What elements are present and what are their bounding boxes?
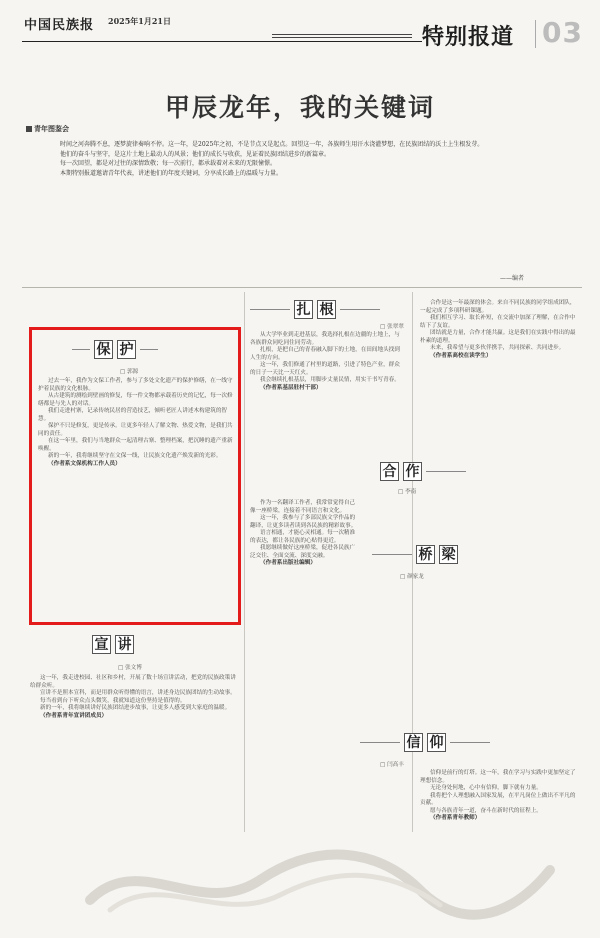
keyword-root [250, 300, 380, 319]
body-paragraph: 扎根，是把自己的青春融入脚下的土地，在田间地头找到人生的方向。 [250, 347, 400, 361]
author-note: （作者系文保机构工作人员） [48, 460, 121, 467]
body-paragraph: 新的一年，我将继续讲好民族团结进步故事，让更多人感受到大家庭的温暖。 [40, 705, 231, 711]
section-author: □ 张文博 [118, 665, 142, 671]
keyword-char: 保 [94, 340, 113, 359]
section-author: □ 颜家龙 [400, 574, 424, 580]
keyword-cooperate [380, 462, 466, 481]
body-paragraph: 这一年，我走进校园、社区和乡村，开展了数十场宣讲活动，把党的民族政策讲给群众听。 [30, 675, 236, 689]
section-body-preach [30, 675, 240, 720]
page-number: 03 [542, 16, 583, 49]
keyword-rule [340, 309, 380, 310]
body-paragraph: 在这一年里，我们与当地群众一起清理古寨、整理档案，把沉睡的遗产重新唤醒。 [38, 438, 233, 452]
byline [26, 124, 69, 134]
keyword-rule [250, 309, 290, 310]
keyword-rule [372, 554, 412, 555]
intro-paragraph: 本期特别报道邀请青年代表，讲述他们的年度关键词，分享成长路上的温暖与力量。 [60, 169, 283, 177]
keyword-char: 护 [117, 340, 136, 359]
masthead-separator [535, 20, 536, 48]
keyword-char: 作 [403, 462, 422, 481]
keyword-char: 讲 [115, 635, 134, 654]
section-author: □ 闫高丰 [380, 762, 404, 768]
keyword-char: 根 [317, 300, 336, 319]
keyword-char: 合 [380, 462, 399, 481]
body-paragraph: 语言相通，才能心灵相通。每一次精准的表达，都让各民族的心贴得更近。 [250, 530, 356, 544]
body-paragraph: 每当看到台下听众点头微笑，我就知道这份坚持是值得的。 [40, 697, 186, 704]
keyword-char: 信 [404, 733, 423, 752]
body-paragraph: 从古建筑的测绘到壁画的修复，每一件文物都承载着历史的记忆，每一次修缮都是与先人的对话。 [38, 393, 233, 407]
byline-mark-icon [26, 126, 32, 132]
keyword-char: 扎 [294, 300, 313, 319]
section-body-root [250, 332, 405, 392]
body-paragraph: 我们相互学习、取长补短，在交流中加深了理解，在合作中结下了友谊。 [420, 315, 576, 329]
section-body-faith [420, 770, 580, 823]
body-paragraph: 保护不只是修复，更是传承。让更多年轻人了解文物、热爱文物，是我们共同的责任。 [38, 423, 233, 437]
intro-paragraph: 每一次回望，都是对过往的深情致敬；每一次前行，都承载着对未来的无限憧憬。 [60, 160, 277, 167]
paper-date: 2025年1月21日 [108, 16, 171, 26]
page-headline: 甲辰龙年，我的关键词 [164, 93, 435, 122]
body-paragraph: 从大学毕业到走进基层，我选择扎根在边疆的土地上，与各族群众同吃同住同劳动。 [250, 332, 400, 346]
body-paragraph: 无论身处何地，心中有信仰，脚下就有力量。 [430, 785, 542, 791]
body-paragraph: 作为一名翻译工作者，我常常觉得自己像一座桥梁，连接着不同语言和文化。 [250, 500, 356, 514]
author-note: （作者系出版社编辑） [260, 560, 316, 566]
body-paragraph: 过去一年，我作为文保工作者，参与了多处文化遗产的保护修缮，在一线守护着民族的文化根脉。 [38, 378, 233, 392]
masthead-ornament [272, 34, 412, 48]
section-author: □ 李南 [398, 489, 417, 495]
keyword-rule [450, 742, 490, 743]
body-paragraph: 未来，我希望与更多伙伴携手，共同探索、共同进步。 [430, 345, 565, 351]
keyword-bridge [372, 545, 458, 564]
keyword-char: 梁 [439, 545, 458, 564]
body-paragraph: 这一年，我们修通了村里的道路，引进了特色产业，群众的日子一天比一天红火。 [250, 362, 400, 376]
body-paragraph: 信仰是前行的灯塔。这一年，我在学习与实践中更加坚定了理想信念。 [420, 770, 576, 784]
editor-sign: ——编者 [500, 275, 525, 282]
author-note: （作者系青年宣讲团成员） [40, 712, 108, 719]
section-author: □ 张翠翠 [380, 324, 404, 330]
column-rule [244, 292, 245, 832]
masthead [22, 8, 582, 52]
section-body-bridge [250, 500, 360, 568]
keyword-rule [426, 471, 466, 472]
author-note: （作者系高校在读学生） [430, 352, 492, 359]
paper-name: 中国民族报 [24, 18, 95, 33]
section-body-cooperate [420, 300, 580, 360]
author-note: （作者系青年教师） [430, 815, 481, 821]
body-paragraph: 合作是这一年最深的体会。来自不同民族的同学组成团队，一起完成了多项科研课题。 [420, 300, 576, 314]
intro-paragraph: 他们的奋斗与坚守，是这片土地上最动人的风景；他们的成长与收获，见证着民族团结进步的新篇章。 [60, 150, 331, 158]
body-paragraph: 团结就是力量，合作才能共赢。这是我们在实践中得出的最朴素的道理。 [420, 330, 576, 344]
keyword-char: 桥 [416, 545, 435, 564]
intro-text [48, 140, 553, 178]
keyword-faith [360, 733, 490, 752]
body-paragraph: 我会继续扎根基层，用脚步丈量民情，用实干书写青春。 [260, 377, 400, 383]
dragon-watermark-icon [80, 830, 560, 930]
keyword-char: 仰 [427, 733, 446, 752]
keyword-rule [360, 742, 400, 743]
body-paragraph: 愿与各族青年一道，奋斗在新时代的征程上。 [430, 807, 542, 814]
author-note: （作者系基层驻村干部） [260, 384, 322, 391]
keyword-preach [92, 635, 134, 654]
intro-paragraph: 时间之河奔腾不息，逐梦旋律奏响不停。这一年，是2025年之初，不是节点又是起点。回望这一年，各族师生用汗水浇灌梦想，在民族团结的沃土上生根发芽。 [60, 141, 484, 148]
body-paragraph: 新的一年，我将继续坚守在文保一线，让民族文化遗产焕发新的光彩。 [48, 453, 222, 459]
body-paragraph: 我愿继续做好这座桥梁，促进各民族广泛交往、全面交流、深度交融。 [250, 545, 356, 559]
section-name: 特别报道 [422, 25, 515, 50]
keyword-char: 宣 [92, 635, 111, 654]
byline-text: 青年图鉴会 [34, 124, 69, 133]
body-paragraph: 这一年，我参与了多部民族文学作品的翻译，让更多读者读到各民族的精彩故事。 [250, 515, 357, 529]
body-paragraph: 我们走进村寨，记录传统民居的营造技艺，倾听老匠人讲述木构建筑的智慧。 [38, 408, 228, 422]
highlight-box [29, 327, 241, 625]
body-paragraph: 宣讲不是照本宣科，而是用群众听得懂的语言，讲述身边民族团结的生动故事。 [40, 690, 236, 696]
section-author: □ 郭源 [120, 369, 139, 375]
intro-divider [22, 287, 582, 288]
body-paragraph: 我将把个人理想融入国家发展，在平凡岗位上做出不平凡的贡献。 [420, 792, 576, 806]
